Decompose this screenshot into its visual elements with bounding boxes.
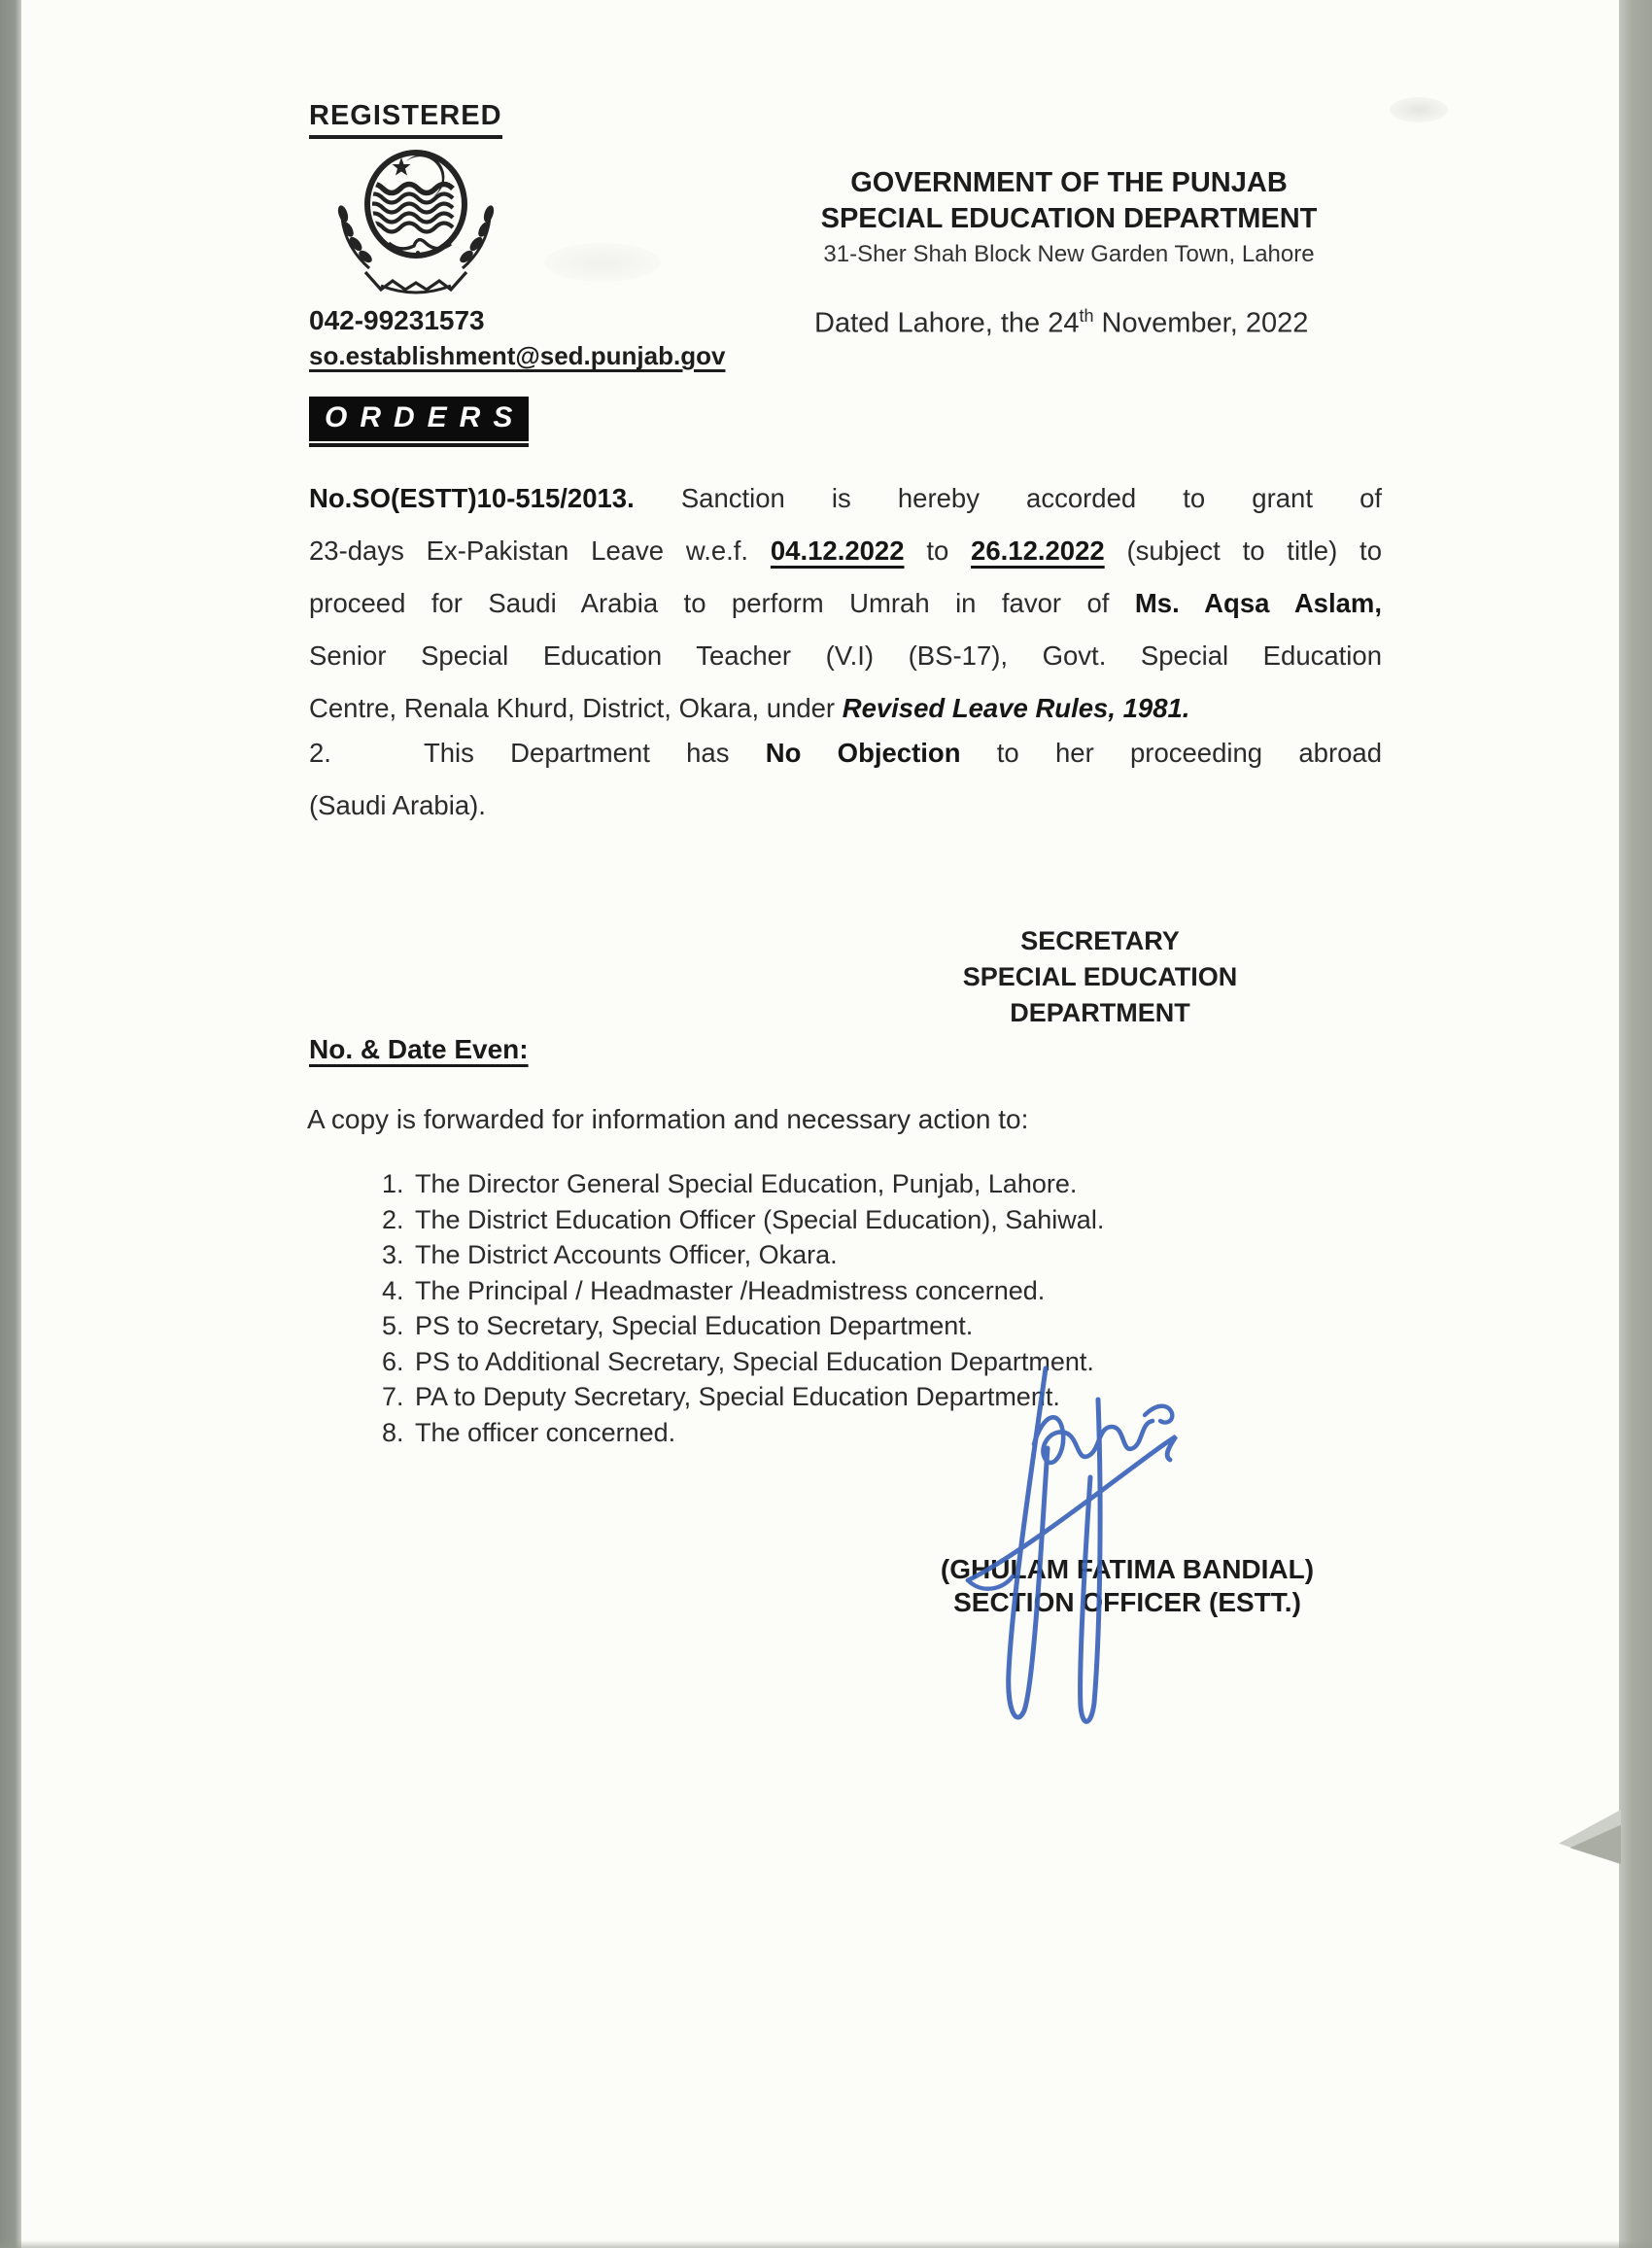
no-objection-phrase: No Objection <box>765 738 961 768</box>
orders-underline <box>309 443 529 447</box>
date-ordinal-suffix: th <box>1079 306 1094 326</box>
cc-list-item <box>382 1237 1104 1273</box>
order-paragraph-1 <box>309 472 1382 735</box>
cc-item-number: 3. <box>382 1240 404 1269</box>
cc-item-number: 4. <box>382 1275 404 1305</box>
cc-item-text: The officer concerned. <box>415 1417 676 1447</box>
section-officer-name: (GHULAM FATIMA BANDIAL) <box>940 1554 1315 1584</box>
signatory-designation <box>906 923 1294 1031</box>
cc-item-number: 6. <box>382 1346 404 1376</box>
scan-smudge <box>1390 97 1448 122</box>
paragraph-line <box>309 577 1382 630</box>
body-text: to her proceeding abroad <box>996 738 1382 768</box>
cc-item-text: PS to Additional Secretary, Special Education Department. <box>415 1346 1094 1376</box>
body-text: Sanction is hereby accorded to grant of <box>680 483 1383 513</box>
cc-item-number: 7. <box>382 1382 404 1411</box>
cc-item-number: 5. <box>382 1311 404 1340</box>
section-officer-title: SECTION OFFICER (ESTT.) <box>953 1587 1301 1617</box>
cc-item-text: PA to Deputy Secretary, Special Education Department. <box>415 1382 1060 1411</box>
letterhead <box>758 165 1380 269</box>
section-officer-block <box>933 1553 1322 1619</box>
paragraph-line <box>309 472 1382 525</box>
order-paragraph-2 <box>309 727 1382 832</box>
paragraph-line <box>309 779 1382 832</box>
cc-item-text: PS to Secretary, Special Education Department. <box>415 1311 974 1340</box>
scan-edge-bottom <box>0 2240 1652 2248</box>
body-text: Centre, Renala Khurd, District, Okara, under <box>309 693 836 723</box>
cc-list-item <box>382 1415 1104 1451</box>
cc-list-item <box>382 1344 1104 1380</box>
cc-intro-text: A copy is forwarded for information and necessary action to: <box>307 1104 1029 1134</box>
body-text: to <box>926 536 949 566</box>
paragraph-line <box>309 525 1382 577</box>
email-address: so.establishment@sed.punjab.gov <box>309 341 726 370</box>
body-text: Senior Special Education Teacher (V.I) (BS-17), Govt. Special Education <box>309 640 1382 671</box>
cc-list-item <box>382 1202 1104 1238</box>
org-name-line2: SPECIAL EDUCATION DEPARTMENT <box>820 203 1318 234</box>
cc-item-number: 8. <box>382 1417 404 1447</box>
date-prefix: Dated Lahore, the 24 <box>814 307 1080 339</box>
leave-start-date: 04.12.2022 <box>770 536 905 566</box>
order-reference-number: No.SO(ESTT)10-515/2013. <box>309 483 635 513</box>
scan-edge-right <box>1619 0 1652 2248</box>
paragraph-number: 2. <box>309 738 331 768</box>
body-text: proceed for Saudi Arabia to perform Umrah in favor of <box>309 588 1110 618</box>
body-text: (Saudi Arabia). <box>309 790 486 820</box>
paragraph-line <box>309 727 1382 779</box>
body-text: 23-days Ex-Pakistan Leave w.e.f. <box>309 536 749 566</box>
registered-label: REGISTERED <box>309 100 502 139</box>
employee-name: Ms. Aqsa Aslam, <box>1134 588 1383 618</box>
org-name-line1: GOVERNMENT OF THE PUNJAB <box>850 167 1288 198</box>
cc-item-text: The District Education Officer (Special Education), Sahiwal. <box>415 1204 1105 1234</box>
scan-smudge <box>544 243 661 282</box>
signatory-line: SECRETARY <box>1020 926 1180 955</box>
orders-heading-block <box>309 397 529 447</box>
scan-edge-left <box>0 0 21 2248</box>
cc-item-text: The District Accounts Officer, Okara. <box>415 1240 838 1269</box>
signatory-line: SPECIAL EDUCATION <box>962 962 1238 991</box>
cc-item-number: 1. <box>382 1169 404 1198</box>
phone-number: 042-99231573 <box>309 305 485 335</box>
cc-item-number: 2. <box>382 1204 404 1234</box>
cc-item-text: The Director General Special Education, Punjab, Lahore. <box>415 1169 1078 1198</box>
cc-list-item <box>382 1308 1104 1344</box>
cc-list <box>382 1166 1104 1450</box>
cc-list-item <box>382 1273 1104 1309</box>
punjab-government-crest-icon <box>317 144 515 301</box>
orders-heading: ORDERS <box>309 397 529 441</box>
cc-list-item <box>382 1166 1104 1202</box>
org-address: 31-Sher Shah Block New Garden Town, Lahore <box>823 241 1315 267</box>
date-suffix: November, 2022 <box>1093 307 1309 339</box>
number-date-even-heading: No. & Date Even: <box>309 1034 529 1064</box>
paragraph-line <box>309 630 1382 682</box>
leave-end-date: 26.12.2022 <box>971 536 1105 566</box>
leave-rules-reference: Revised Leave Rules, 1981. <box>842 693 1190 723</box>
date-line <box>814 306 1308 340</box>
body-text: (subject to title) to <box>1126 536 1382 566</box>
cc-list-item <box>382 1379 1104 1415</box>
cc-item-text: The Principal / Headmaster /Headmistress concerned. <box>415 1275 1046 1305</box>
body-text: This Department has <box>423 738 730 768</box>
paper-fold-mark <box>1559 1810 1621 1864</box>
signatory-line: DEPARTMENT <box>1010 998 1190 1027</box>
